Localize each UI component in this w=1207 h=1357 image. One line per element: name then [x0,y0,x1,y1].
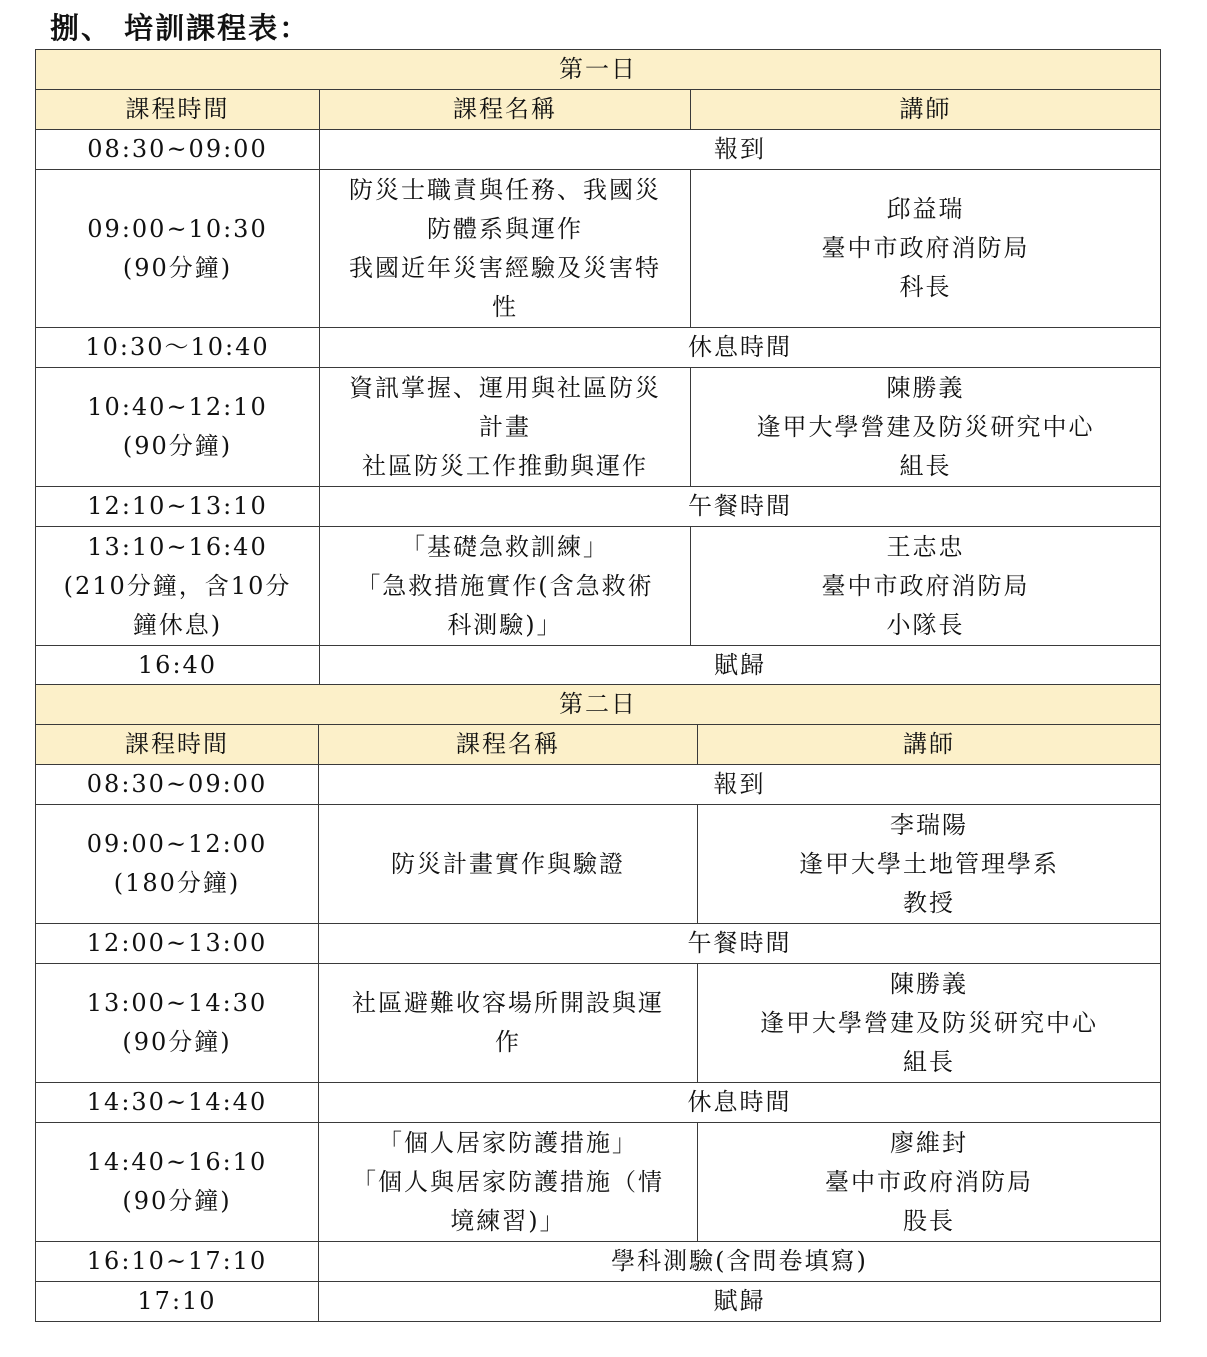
course-time [36,646,320,686]
header-course-time: 課程時間 [36,725,319,765]
time-line: 16:40 [137,651,218,679]
day-label: 第二日 [36,685,1161,725]
activity: 休息時間 [320,328,1161,368]
schedule-row-span [36,1282,1161,1322]
schedule-row-span [36,924,1161,964]
course-time [36,170,320,328]
course-line: 資訊掌握、運用與社區防災 [349,373,661,402]
day-label-row [36,50,1161,90]
instructor [691,170,1161,328]
instructor-line: 逢甲大學土地管理學系 [799,849,1059,878]
instructor-line: 逢甲大學營建及防災研究中心 [756,412,1095,441]
time-line: (210分鐘，含10分 [63,571,292,600]
instructor-line: 組長 [903,1047,955,1076]
course-time [36,924,319,964]
time-line: (90分鐘) [122,432,233,460]
instructor [691,368,1161,487]
course-name [320,527,691,646]
course-name [320,368,691,487]
time-line: 12:00~13:00 [86,929,268,957]
time-line: 14:30~14:40 [86,1088,268,1116]
instructor-line: 股長 [903,1206,955,1235]
instructor-line: 組長 [899,451,952,480]
time-line: 13:10~16:40 [87,532,268,561]
course-line: 計畫 [479,412,531,441]
schedule-row-span [36,1083,1161,1123]
time-line: 14:40~16:10 [86,1148,268,1176]
instructor-line: 小隊長 [886,610,965,639]
time-line: 09:00~12:00 [86,830,268,858]
course-line: 我國近年災害經驗及災害特 [349,253,661,282]
course-line: 防災計畫實作與驗證 [391,849,625,878]
instructor-line: 邱益瑞 [886,195,965,223]
instructor-line: 陳勝義 [890,969,968,998]
schedule-row-span [36,130,1161,170]
schedule-table-day-2 [35,684,1161,1322]
course-line: 科測驗)」 [447,610,563,639]
activity: 學科測驗(含問卷填寫) [319,1242,1161,1282]
schedule-row-class [36,368,1161,487]
schedule-row-class [36,170,1161,328]
instructor-line: 臺中市政府消防局 [821,234,1030,262]
instructor [691,527,1161,646]
header-course-time: 課程時間 [36,90,320,130]
column-header-row [36,90,1161,130]
course-line: 「基礎急救訓練」 [401,532,609,561]
time-line: (180分鐘) [113,869,241,897]
course-line: 「急救措施實作(含急救術 [356,571,654,600]
schedule-row-class [36,805,1161,924]
activity: 賦歸 [320,646,1161,686]
instructor-line: 李瑞陽 [890,810,968,839]
activity: 休息時間 [319,1083,1161,1123]
header-instructor: 講師 [691,90,1161,130]
instructor [698,1123,1161,1242]
time-line: (90分鐘) [122,1187,232,1215]
instructor-line: 王志忠 [886,532,965,561]
instructor [698,805,1161,924]
schedule-row-class [36,1123,1161,1242]
course-line: 「個人居家防護措施」 [378,1128,638,1157]
course-time [36,964,319,1083]
header-course-name: 課程名稱 [319,725,698,765]
time-line: (90分鐘) [122,1028,232,1056]
day-label: 第一日 [36,50,1161,90]
activity: 報到 [319,765,1161,805]
schedule-row-span [36,1242,1161,1282]
instructor-line: 臺中市政府消防局 [821,571,1030,600]
schedule-row-class [36,964,1161,1083]
activity: 午餐時間 [320,487,1161,527]
course-time [36,1083,319,1123]
schedule-row-span [36,328,1161,368]
schedule-table-day-1 [35,49,1161,686]
course-line: 作 [495,1028,521,1056]
instructor-line: 陳勝義 [886,373,965,402]
course-line: 境練習)」 [450,1206,566,1235]
activity: 賦歸 [319,1282,1161,1322]
instructor [698,964,1161,1083]
course-line: 防體系與運作 [427,214,583,243]
course-time [36,487,320,527]
activity: 報到 [320,130,1161,170]
section-heading: 捌、 培訓課程表： [50,11,311,45]
activity: 午餐時間 [319,924,1161,964]
course-time [36,765,319,805]
course-time [36,527,320,646]
course-time [36,368,320,487]
course-time [36,1123,319,1242]
schedule-row-span [36,646,1161,686]
day-label-row [36,685,1161,725]
time-line: 17:10 [137,1287,217,1315]
header-course-name: 課程名稱 [320,90,691,130]
course-line: 防災士職責與任務、我國災 [349,175,661,204]
course-line: 社區防災工作推動與運作 [362,451,648,480]
instructor-line: 逢甲大學營建及防災研究中心 [760,1008,1098,1037]
course-line: 社區避難收容場所開設與運 [352,989,664,1017]
course-time [36,1242,319,1282]
course-time [36,1282,319,1322]
course-line: 性 [492,292,518,321]
time-line: 08:30~09:00 [86,770,268,798]
time-line: 12:10~13:10 [87,492,268,520]
time-line: 08:30~09:00 [87,135,268,163]
time-line: 10:40~12:10 [87,393,268,421]
course-time [36,130,320,170]
course-line: 「個人與居家防護措施（情 [352,1167,664,1196]
course-name [319,805,698,924]
course-name [320,170,691,328]
schedule-row-span [36,487,1161,527]
header-instructor: 講師 [698,725,1161,765]
time-line: 13:00~14:30 [86,989,268,1017]
time-line: 09:00~10:30 [87,214,268,243]
course-name [319,964,698,1083]
course-name [319,1123,698,1242]
instructor-line: 臺中市政府消防局 [825,1167,1033,1196]
schedule-row-span [36,765,1161,805]
time-line: 16:10~17:10 [86,1247,268,1275]
time-line: 鐘休息) [132,610,223,639]
time-line: (90分鐘) [122,253,233,282]
course-time [36,328,320,368]
instructor-line: 教授 [903,888,955,917]
instructor-line: 廖維封 [890,1128,968,1157]
column-header-row [36,725,1161,765]
schedule-row-class [36,527,1161,646]
course-time [36,805,319,924]
instructor-line: 科長 [899,273,952,301]
time-line: 10:30～10:40 [85,333,270,361]
